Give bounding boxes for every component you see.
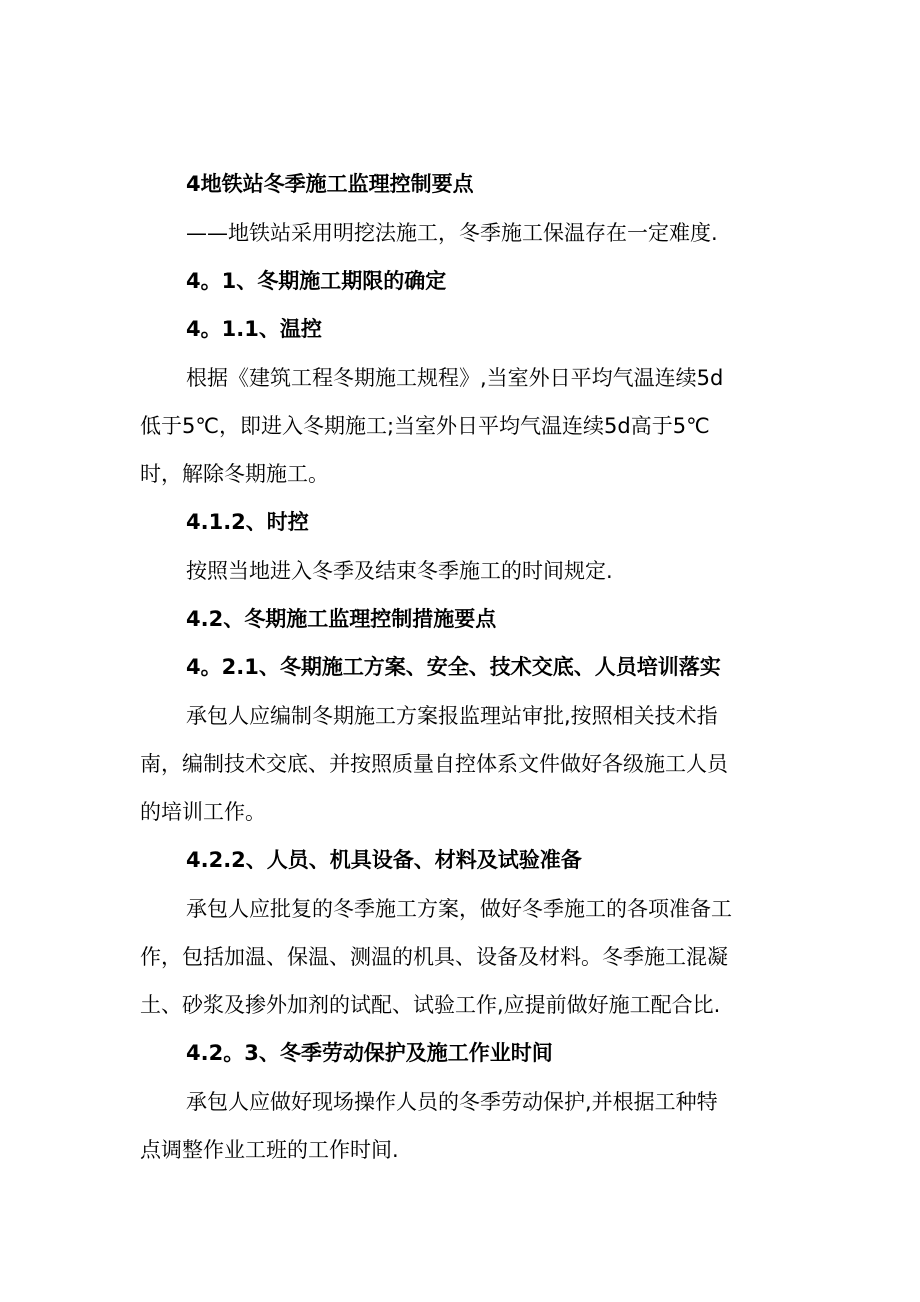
paragraph-4-2-2-line-1: 承包人应批复的冬季施工方案，做好冬季施工的各项准备工 — [186, 897, 732, 921]
paragraph-4-2-3-line-2: 点调整作业工班的工作时间. — [140, 1138, 399, 1162]
paragraph-4-1-2: 按照当地进入冬季及结束冬季施工的时间规定. — [186, 559, 613, 583]
section-title: 4地铁站冬季施工监理控制要点 — [186, 172, 474, 196]
paragraph-4-2-1-line-2: 南，编制技术交底、并按照质量自控体系文件做好各级施工人员 — [140, 752, 728, 776]
paragraph-4-1-1-line-2: 低于5℃，即进入冬期施工;当室外日平均气温连续5d高于5℃ — [140, 414, 710, 438]
paragraph-4-2-1-line-3: 的培训工作。 — [140, 800, 266, 824]
heading-4-1: 4。1、冬期施工期限的确定 — [186, 269, 447, 293]
intro-paragraph: ——地铁站采用明挖法施工，冬季施工保温存在一定难度. — [186, 221, 718, 245]
paragraph-4-2-2-line-3: 土、砂浆及掺外加剂的试配、试验工作,应提前做好施工配合比. — [140, 993, 721, 1017]
paragraph-4-1-1-line-3: 时，解除冬期施工。 — [140, 462, 329, 486]
paragraph-4-2-1-line-1: 承包人应编制冬期施工方案报监理站审批,按照相关技术指 — [186, 704, 718, 728]
paragraph-4-2-2-line-2: 作，包括加温、保温、测温的机具、设备及材料。冬季施工混凝 — [140, 945, 728, 969]
heading-4-2-2: 4.2.2、人员、机具设备、材料及试验准备 — [186, 848, 582, 872]
paragraph-4-1-1-line-1: 根据《建筑工程冬期施工规程》,当室外日平均气温连续5d — [186, 366, 724, 390]
paragraph-4-2-3-line-1: 承包人应做好现场操作人员的冬季劳动保护,并根据工种特 — [186, 1090, 718, 1114]
heading-4-2-3: 4.2。3、冬季劳动保护及施工作业时间 — [186, 1041, 553, 1065]
heading-4-2-1: 4。2.1、冬期施工方案、安全、技术交底、人员培训落实 — [186, 655, 721, 679]
heading-4-1-1: 4。1.1、温控 — [186, 317, 322, 341]
heading-4-2: 4.2、冬期施工监理控制措施要点 — [186, 607, 497, 631]
heading-4-1-2: 4.1.2、时控 — [186, 510, 309, 534]
